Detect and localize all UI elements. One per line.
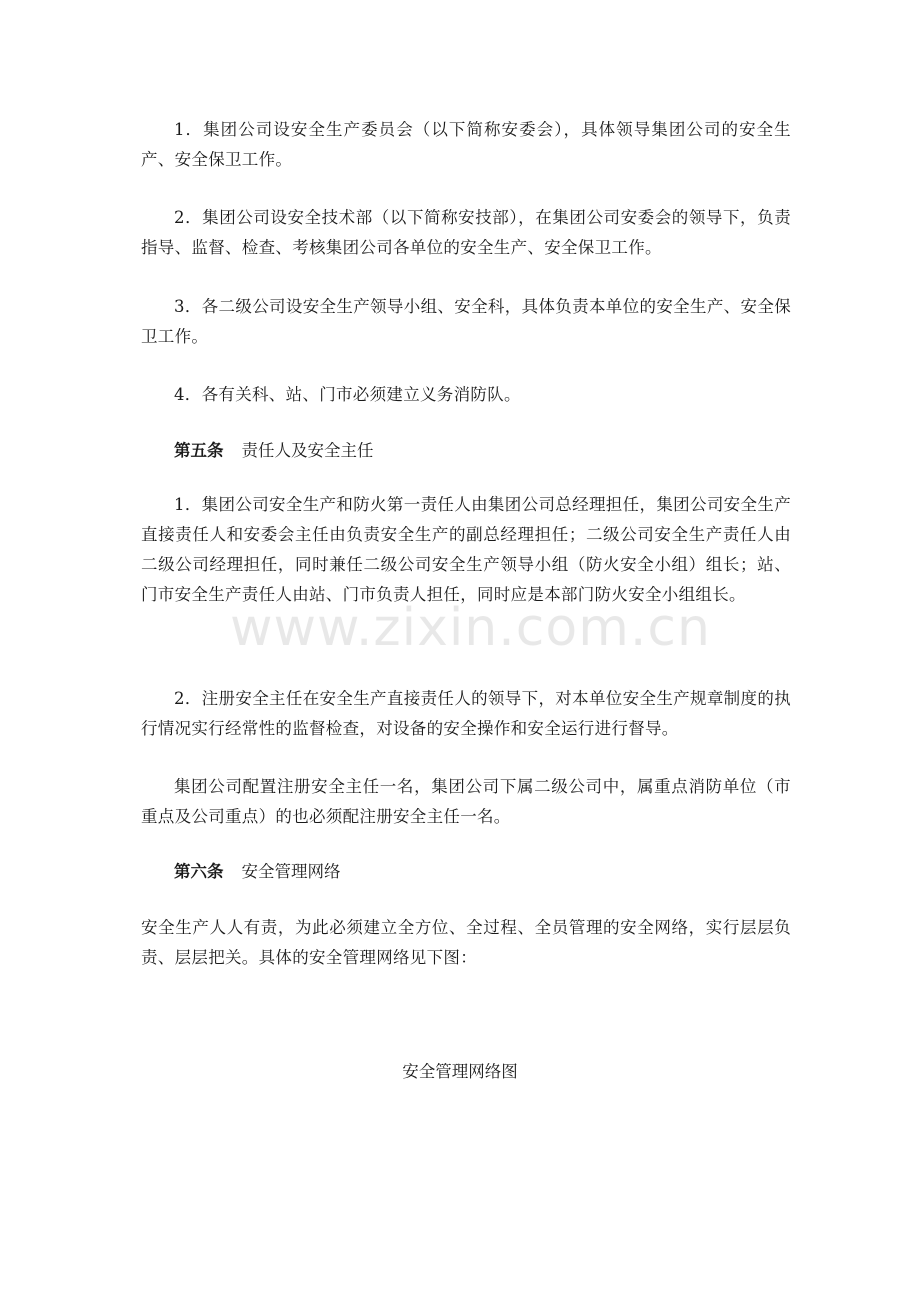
paragraph-safety-tech-dept: 2．集团公司设安全技术部（以下简称安技部），在集团公司安委会的领导下，负责指导、监督、检查、考核集团公司各单位的安全生产、安全保卫工作。 — [141, 208, 791, 257]
figure-caption: 安全管理网络图 — [402, 1062, 518, 1081]
watermark-text: www.zixin.com.cn — [230, 598, 711, 658]
article-6-title: 安全管理网络 — [241, 862, 341, 881]
article-6-number: 第六条 — [174, 862, 224, 881]
article-5-title: 责任人及安全主任 — [241, 441, 374, 460]
paragraph-leadership-group: 3．各二级公司设安全生产领导小组、安全科，具体负责本单位的安全生产、安全保卫工作。 — [141, 297, 791, 346]
article-5-heading — [141, 436, 791, 466]
paragraph-safety-director: 2．注册安全主任在安全生产直接责任人的领导下，对本单位安全生产规章制度的执行情况实行经常性的监督检查，对设备的安全操作和安全运行进行督导。 — [141, 689, 791, 738]
paragraph-responsible-persons: 1．集团公司安全生产和防火第一责任人由集团公司总经理担任，集团公司安全生产直接责任人和安委会主任由负责安全生产的副总经理担任；二级公司安全生产责任人由二级公司经理担任，同时兼任二级公司安全生产领导小组（防火安全小组）组长；站、门市安全生产责任人由站、门市负责人担任，同时应是本部门防火安全小组组长。 — [141, 495, 791, 604]
article-6-heading — [141, 857, 791, 887]
paragraph-safety-director-config: 集团公司配置注册安全主任一名，集团公司下属二级公司中，属重点消防单位（市重点及公司重点）的也必须配注册安全主任一名。 — [141, 777, 791, 826]
paragraph-safety-network: 安全生产人人有责，为此必须建立全方位、全过程、全员管理的安全网络，实行层层负责、层层把关。具体的安全管理网络见下图： — [141, 918, 791, 967]
article-5-number: 第五条 — [174, 441, 224, 460]
paragraph-safety-committee: 1．集团公司设安全生产委员会（以下简称安委会），具体领导集团公司的安全生产、安全保卫工作。 — [141, 120, 791, 169]
paragraph-fire-brigade: 4．各有关科、站、门市必须建立义务消防队。 — [174, 385, 521, 404]
